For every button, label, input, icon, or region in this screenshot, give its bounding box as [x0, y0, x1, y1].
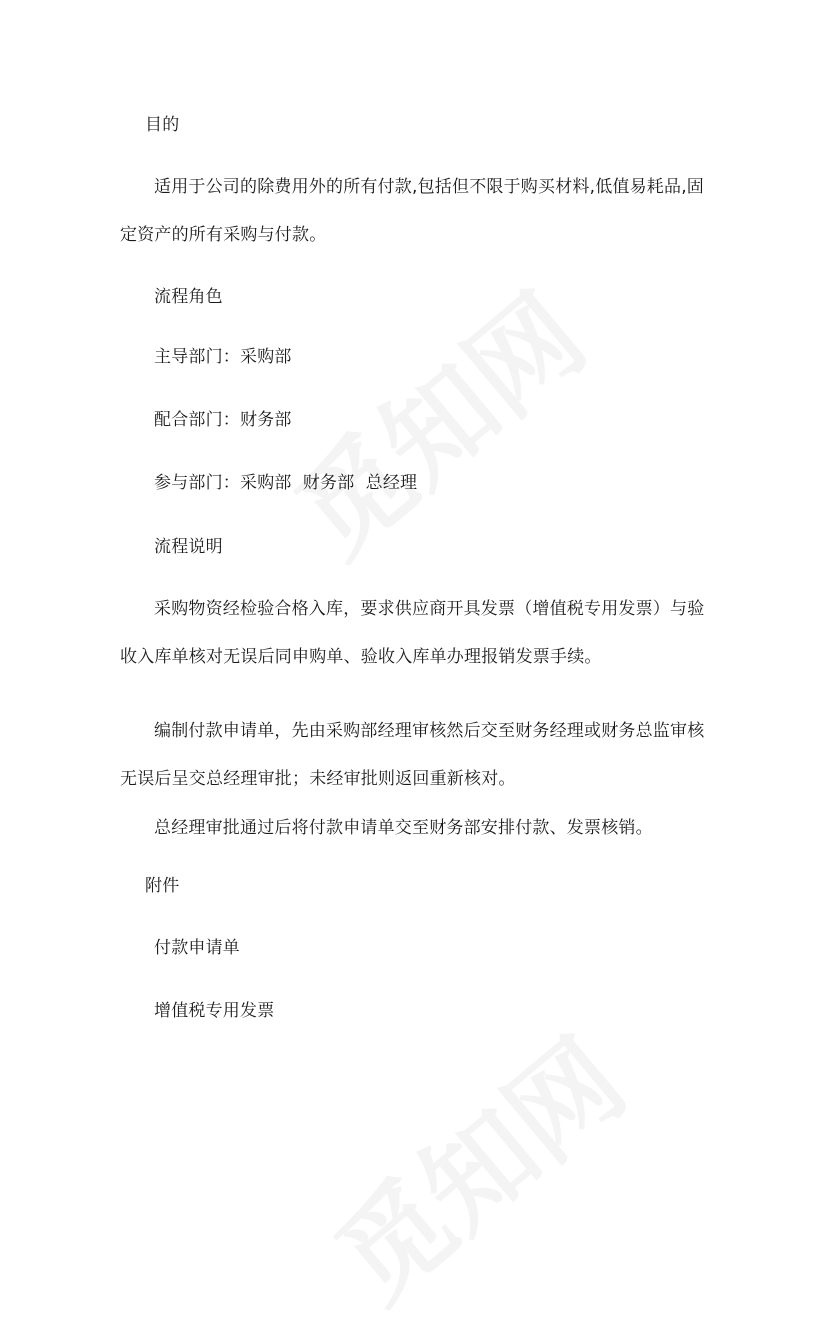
watermark: [258, 252, 612, 585]
roles-heading: 流程角色: [154, 287, 223, 307]
cooperating-department: 配合部门：财务部: [154, 410, 292, 430]
purpose-text: 适用于公司的除费用外的所有付款,包括但不限于购买材料,低值易耗品,固定资产的所有采购与付款。: [120, 177, 705, 245]
attachment-item: 增值税专用发票: [154, 1001, 275, 1021]
lead-department: 主导部门：采购部: [154, 347, 292, 367]
description-paragraph-1: 采购物资经检验合格入库，要求供应商开具发票（增值税专用发票）与验收入库单核对无误后同申购单、验收入库单办理报销发票手续。: [120, 599, 705, 667]
description-heading: 流程说明: [154, 537, 223, 557]
attachment-item: 付款申请单: [154, 938, 240, 958]
purpose-heading: 目的: [145, 115, 180, 135]
participating-departments: 参与部门：采购部 财务部 总经理: [154, 473, 418, 493]
watermark: [298, 997, 652, 1330]
description-paragraph-2: 编制付款申请单，先由采购部经理审核然后交至财务经理或财务总监审核无误后呈交总经理审批；未经审批则返回重新核对。: [120, 721, 705, 789]
attachments-heading: 附件: [145, 876, 180, 896]
description-paragraph-3: 总经理审批通过后将付款申请单交至财务部安排付款、发票核销。: [154, 818, 653, 838]
